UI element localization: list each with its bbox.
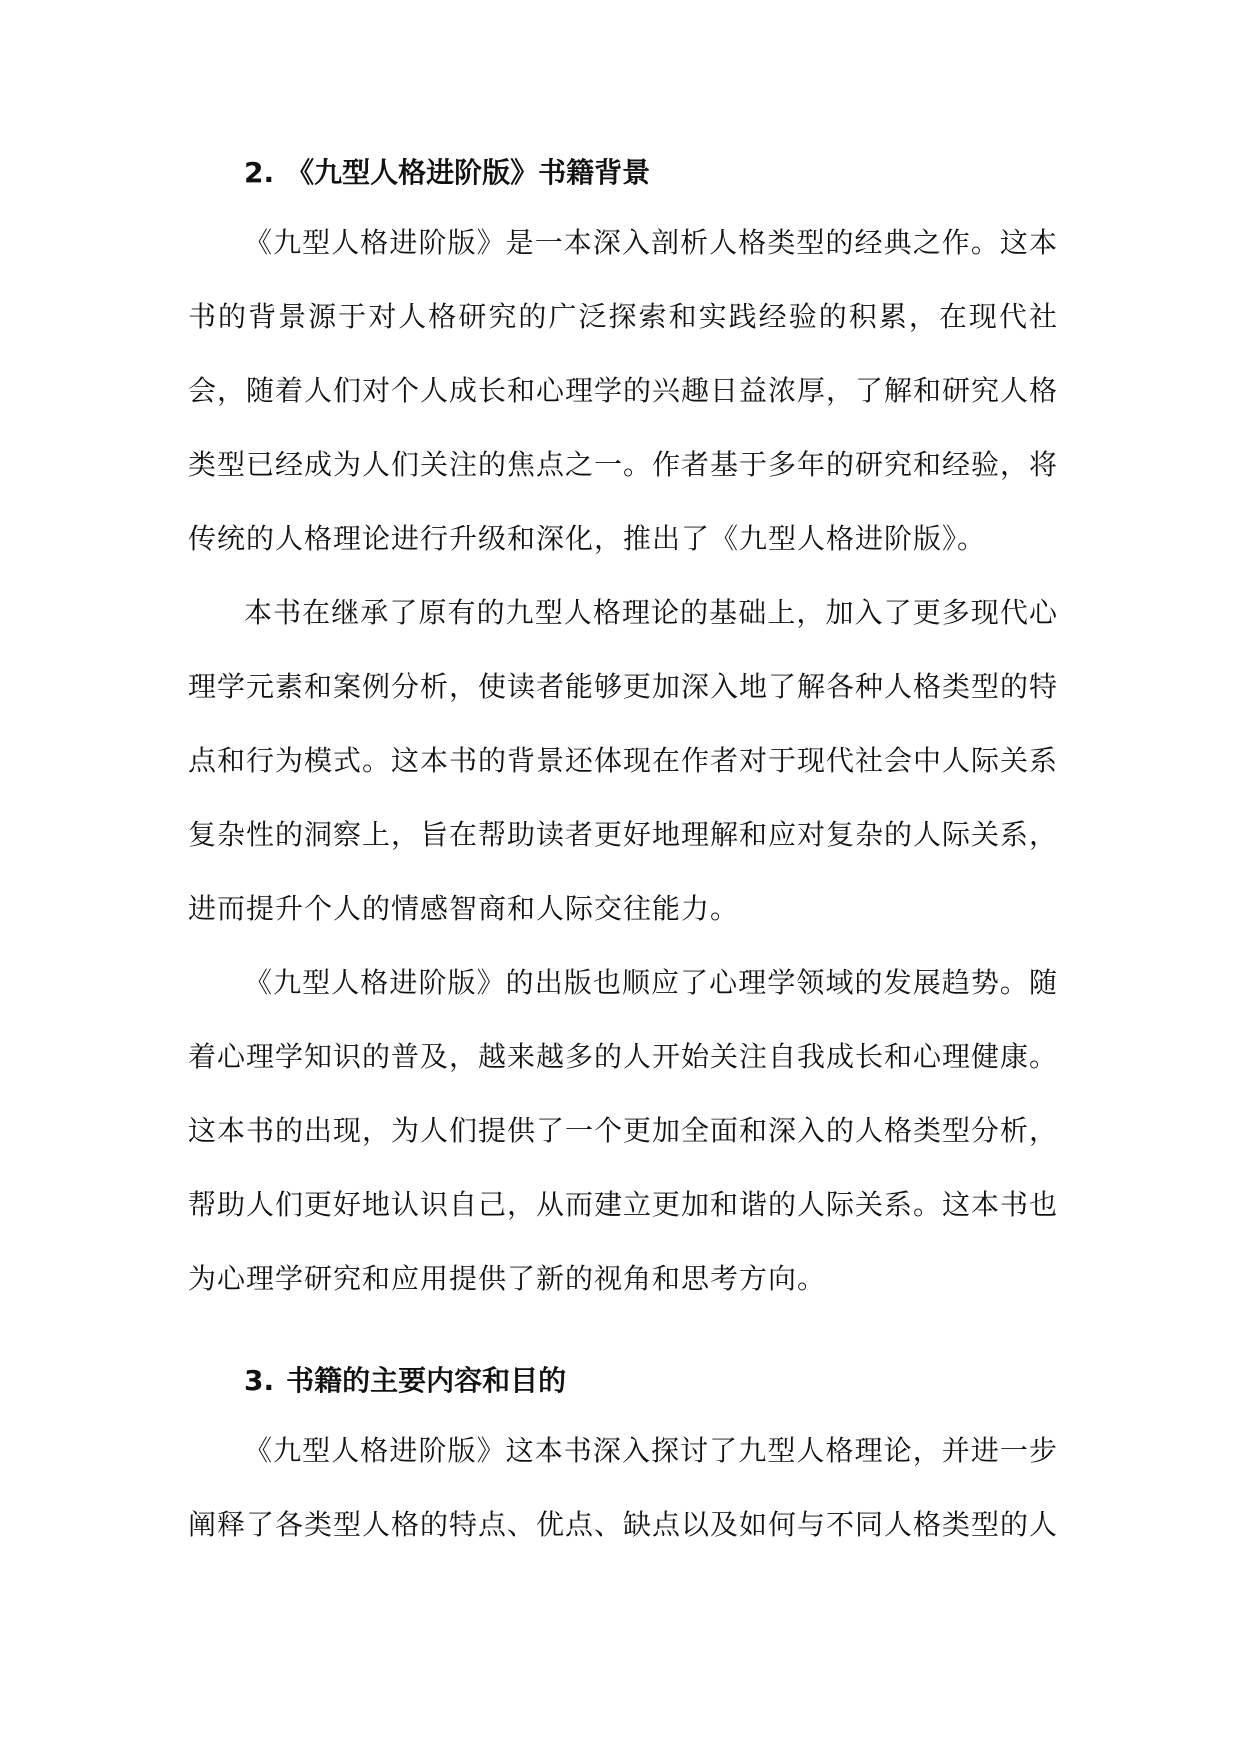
section-heading-background (188, 148, 1058, 198)
paragraph-background-modern: 本书在继承了原有的九型人格理论的基础上，加入了更多现代心理学元素和案例分析，使读者能够更加深入地了解各种人格类型的特点和行为模式。这本书的背景还体现在作者对于现代社会中人际关系复杂性的洞察上，旨在帮助读者更好地理解和应对复杂的人际关系，进而提升个人的情感智商和人际交往能力。 (188, 596, 1059, 925)
paragraph-background-intro: 《九型人格进阶版》是一本深入剖析人格类型的经典之作。这本书的背景源于对人格研究的广泛探索和实践经验的积累，在现代社会，随着人们对个人成长和心理学的兴趣日益浓厚，了解和研究人格类型已经成为人们关注的焦点之一。作者基于多年的研究和经验，将传统的人格理论进行升级和深化，推出了《九型人格进阶版》。 (188, 226, 1059, 555)
section-heading-content-purpose (188, 1356, 1058, 1406)
section-title: 《九型人格进阶版》书籍背景 (286, 156, 651, 189)
paragraph-background-trend: 《九型人格进阶版》的出版也顺应了心理学领域的发展趋势。随着心理学知识的普及，越来越多的人开始关注自我成长和心理健康。这本书的出现，为人们提供了一个更加全面和深入的人格类型分析，帮助人们更好地认识自己，从而建立更加和谐的人际关系。这本书也为心理学研究和应用提供了新的视角和思考方向。 (188, 966, 1059, 1295)
section-title: 书籍的主要内容和目的 (286, 1364, 567, 1397)
section-number: 3. (244, 1364, 275, 1397)
section-number: 2. (244, 156, 275, 189)
document-content (188, 148, 1058, 1562)
paragraph-content-intro: 《九型人格进阶版》这本书深入探讨了九型人格理论，并进一步阐释了各类型人格的特点、优点、缺点以及如何与不同人格类型的人 (188, 1434, 1059, 1541)
